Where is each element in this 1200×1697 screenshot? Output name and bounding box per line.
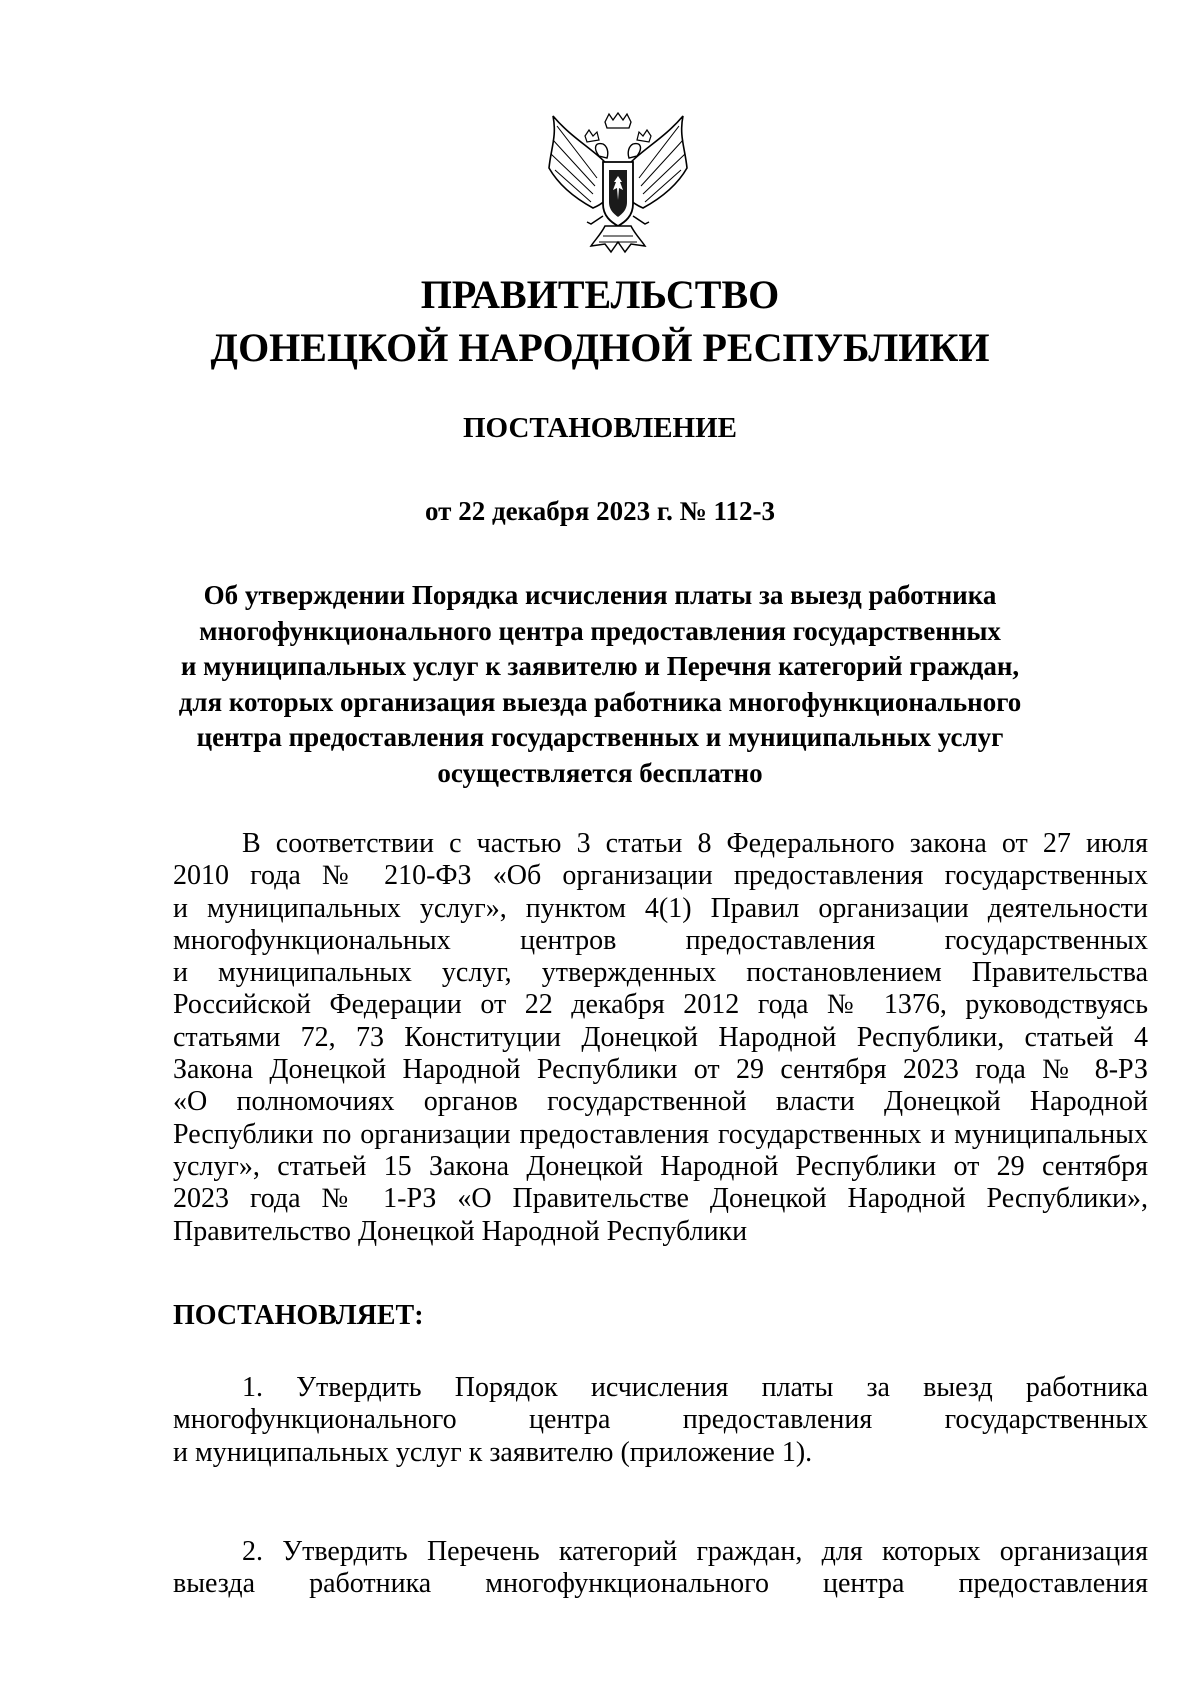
- preamble-line: услуг», статьей 15 Закона Донецкой Народной Республики от 29 сентября: [173, 1150, 1148, 1182]
- item-line: и муниципальных услуг к заявителю (приложение 1).: [173, 1436, 813, 1468]
- preamble-line: Закона Донецкой Народной Республики от 29 сентября 2023 года № 8-РЗ: [173, 1054, 1148, 1086]
- preamble-line: Российской Федерации от 22 декабря 2012 года № 1376, руководствуясь: [173, 989, 1148, 1021]
- resolution-item-2: [173, 1536, 1148, 1601]
- document-date-number: от 22 декабря 2023 г. № 112-3: [425, 496, 775, 526]
- item-line: 1. Утвердить Порядок исчисления платы за выезд работника: [242, 1372, 1148, 1403]
- subject-line: осуществляется бесплатно: [437, 757, 763, 788]
- resolution-item-1: [173, 1372, 1148, 1469]
- item-line: многофункционального центра предоставления государственных: [173, 1404, 1148, 1436]
- subject-line: центра предоставления государственных и муниципальных услуг: [196, 722, 1004, 752]
- subject-line: и муниципальных услуг к заявителю и Перечня категорий граждан,: [180, 651, 1020, 681]
- preamble-line: многофункциональных центров предоставления государственных: [173, 924, 1148, 956]
- document-type: ПОСТАНОВЛЕНИЕ: [462, 412, 737, 444]
- subject-line: для которых организация выезда работника многофункционального: [178, 686, 1022, 717]
- preamble-line: 2010 года № 210-ФЗ «Об организации предоставления государственных: [173, 860, 1148, 892]
- preamble-line: Республики по организации предоставления государственных и муниципальных: [173, 1118, 1148, 1150]
- government-title-line-2: ДОНЕЦКОЙ НАРОДНОЙ РЕСПУБЛИКИ: [210, 325, 990, 370]
- preamble-line: и муниципальных услуг», пунктом 4(1) Правил организации деятельности: [173, 892, 1148, 924]
- document-subject: [0, 578, 1200, 791]
- coat-of-arms-emblem: [545, 112, 691, 260]
- government-title: [0, 268, 1200, 374]
- item-line: 2. Утвердить Перечень категорий граждан, для которых организация: [242, 1536, 1148, 1567]
- preamble-line: 2023 года № 1-РЗ «О Правительстве Донецкой Народной Республики»,: [173, 1183, 1148, 1215]
- preamble-paragraph: [173, 828, 1148, 1248]
- preamble-line: и муниципальных услуг, утвержденных постановлением Правительства: [173, 957, 1148, 989]
- item-line: выезда работника многофункционального центра предоставления: [173, 1568, 1148, 1600]
- preamble-line: «О полномочиях органов государственной власти Донецкой Народной: [173, 1086, 1148, 1118]
- preamble-line: статьями 72, 73 Конституции Донецкой Народной Республики, статьей 4: [173, 1021, 1148, 1053]
- preamble-line: В соответствии с частью 3 статьи 8 Федерального закона от 27 июля: [242, 828, 1148, 859]
- resolves-heading: ПОСТАНОВЛЯЕТ:: [173, 1300, 424, 1331]
- subject-line: многофункционального центра предоставления государственных: [199, 615, 1001, 646]
- subject-line: Об утверждении Порядка исчисления платы за выезд работника: [203, 580, 997, 610]
- preamble-line: Правительство Донецкой Народной Республики: [173, 1215, 748, 1247]
- government-title-line-1: ПРАВИТЕЛЬСТВО: [420, 272, 780, 317]
